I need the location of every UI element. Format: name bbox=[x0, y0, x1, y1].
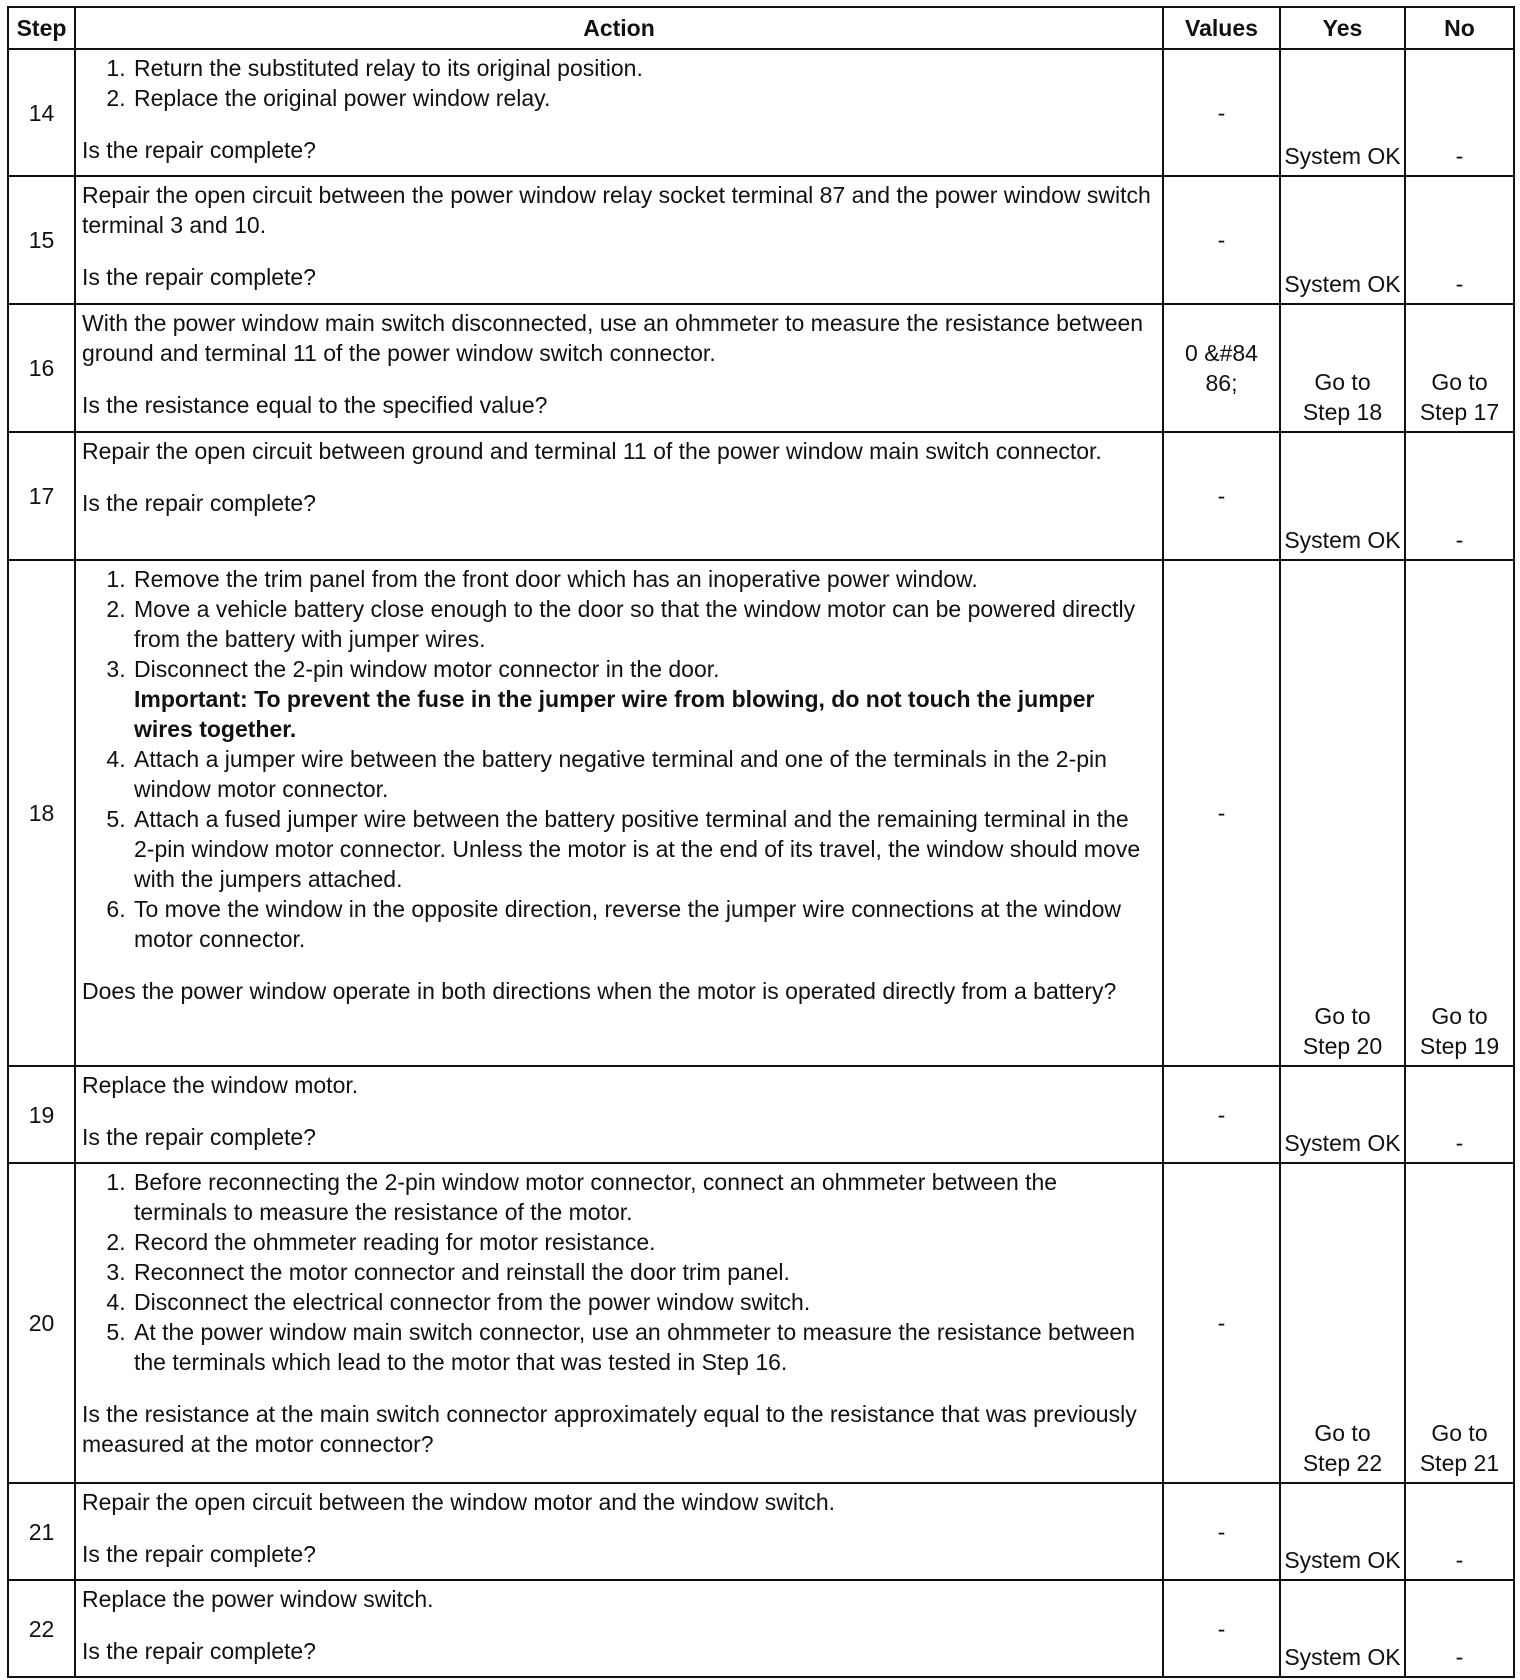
list-item bbox=[132, 654, 1154, 744]
step-number: 20 bbox=[8, 1163, 75, 1483]
action-cell bbox=[75, 560, 1163, 1066]
list-item: 5. At the power window main switch connector, use an ohmmeter to measure the resistance between the terminals which lead to the motor that was tested in Step 16. bbox=[132, 1317, 1154, 1377]
list-item: 1. Return the substituted relay to its original position. bbox=[132, 53, 1154, 83]
yes-cell: Go to Step 18 bbox=[1280, 304, 1405, 432]
action-cell bbox=[75, 1163, 1163, 1483]
values-cell: - bbox=[1163, 49, 1280, 176]
values-cell: - bbox=[1163, 1066, 1280, 1163]
important-note: Important: To prevent the fuse in the jumper wire from blowing, do not touch the jumper wires together. bbox=[134, 686, 1095, 742]
header-step: Step bbox=[8, 7, 75, 49]
step-number: 22 bbox=[8, 1580, 75, 1677]
values-cell: 0 &#8486; bbox=[1163, 304, 1280, 432]
table-row-step-21 bbox=[8, 1483, 1514, 1580]
values-cell: - bbox=[1163, 1163, 1280, 1483]
table-row-step-15 bbox=[8, 176, 1514, 304]
yes-cell: System OK bbox=[1280, 1066, 1405, 1163]
list-item: 5. Attach a fused jumper wire between the battery positive terminal and the remaining terminal in the 2-pin window motor connector. Unless the motor is at the end of its travel, the window should move with the jumpers attached. bbox=[132, 804, 1154, 894]
action-question: Is the repair complete? bbox=[82, 137, 316, 163]
action-question: Does the power window operate in both directions when the motor is operated directly from a battery? bbox=[82, 978, 1117, 1004]
values-cell: - bbox=[1163, 560, 1280, 1066]
action-description: Repair the open circuit between ground and terminal 11 of the power window main switch connector. bbox=[82, 438, 1102, 464]
action-question: Is the repair complete? bbox=[82, 1638, 316, 1664]
action-cell bbox=[75, 1580, 1163, 1677]
yes-cell: System OK bbox=[1280, 176, 1405, 304]
no-cell: - bbox=[1405, 49, 1514, 176]
table-row-step-19 bbox=[8, 1066, 1514, 1163]
action-cell bbox=[75, 176, 1163, 304]
step-number: 14 bbox=[8, 49, 75, 176]
action-description: Repair the open circuit between the window motor and the window switch. bbox=[82, 1489, 836, 1515]
action-cell bbox=[75, 1483, 1163, 1580]
values-cell: - bbox=[1163, 1483, 1280, 1580]
action-cell bbox=[75, 432, 1163, 560]
list-item: 2. Move a vehicle battery close enough to the door so that the window motor can be powered directly from the battery with jumper wires. bbox=[132, 594, 1154, 654]
action-list bbox=[82, 564, 1154, 954]
action-question: Is the repair complete? bbox=[82, 1124, 316, 1150]
yes-cell: Go to Step 20 bbox=[1280, 560, 1405, 1066]
action-question: Is the repair complete? bbox=[82, 264, 316, 290]
action-question: Is the repair complete? bbox=[82, 490, 316, 516]
table-row-step-18 bbox=[8, 560, 1514, 1066]
table-row-step-14 bbox=[8, 49, 1514, 176]
no-cell: - bbox=[1405, 1483, 1514, 1580]
no-cell: Go to Step 17 bbox=[1405, 304, 1514, 432]
table-row-step-22 bbox=[8, 1580, 1514, 1677]
list-item: 4. Attach a jumper wire between the battery negative terminal and one of the terminals in the 2-pin window motor connector. bbox=[132, 744, 1154, 804]
values-cell: - bbox=[1163, 1580, 1280, 1677]
step-number: 17 bbox=[8, 432, 75, 560]
no-cell: - bbox=[1405, 1580, 1514, 1677]
table-row-step-16 bbox=[8, 304, 1514, 432]
values-cell: - bbox=[1163, 176, 1280, 304]
action-description: Replace the window motor. bbox=[82, 1072, 359, 1098]
list-item-text: Disconnect the 2-pin window motor connector in the door. bbox=[134, 656, 720, 682]
diagnostic-table bbox=[7, 6, 1515, 1678]
no-cell: - bbox=[1405, 432, 1514, 560]
list-item: 2. Record the ohmmeter reading for motor resistance. bbox=[132, 1227, 1154, 1257]
action-cell bbox=[75, 1066, 1163, 1163]
no-cell: Go to Step 19 bbox=[1405, 560, 1514, 1066]
step-number: 18 bbox=[8, 560, 75, 1066]
table-row-step-17 bbox=[8, 432, 1514, 560]
step-number: 15 bbox=[8, 176, 75, 304]
action-list bbox=[82, 1167, 1154, 1377]
yes-cell: System OK bbox=[1280, 49, 1405, 176]
yes-cell: System OK bbox=[1280, 432, 1405, 560]
step-number: 16 bbox=[8, 304, 75, 432]
no-cell: - bbox=[1405, 176, 1514, 304]
step-number: 21 bbox=[8, 1483, 75, 1580]
header-row bbox=[8, 7, 1514, 49]
action-question: Is the resistance equal to the specified value? bbox=[82, 392, 548, 418]
list-item: 3. Reconnect the motor connector and reinstall the door trim panel. bbox=[132, 1257, 1154, 1287]
step-number: 19 bbox=[8, 1066, 75, 1163]
action-description: Replace the power window switch. bbox=[82, 1586, 434, 1612]
header-values: Values bbox=[1163, 7, 1280, 49]
list-item: 1. Before reconnecting the 2-pin window motor connector, connect an ohmmeter between the terminals to measure the resistance of the motor. bbox=[132, 1167, 1154, 1227]
list-item: 4. Disconnect the electrical connector from the power window switch. bbox=[132, 1287, 1154, 1317]
no-cell: Go to Step 21 bbox=[1405, 1163, 1514, 1483]
no-cell: - bbox=[1405, 1066, 1514, 1163]
list-item: 6. To move the window in the opposite direction, reverse the jumper wire connections at the window motor connector. bbox=[132, 894, 1154, 954]
action-cell bbox=[75, 49, 1163, 176]
action-question: Is the resistance at the main switch connector approximately equal to the resistance that was previously measured at the motor connector? bbox=[82, 1401, 1137, 1457]
action-description: Repair the open circuit between the power window relay socket terminal 87 and the power window switch terminal 3 and 10. bbox=[82, 182, 1151, 238]
header-no: No bbox=[1405, 7, 1514, 49]
yes-cell: Go to Step 22 bbox=[1280, 1163, 1405, 1483]
action-cell bbox=[75, 304, 1163, 432]
yes-cell: System OK bbox=[1280, 1483, 1405, 1580]
list-item: 2. Replace the original power window relay. bbox=[132, 83, 1154, 113]
action-list bbox=[82, 53, 1154, 113]
action-question: Is the repair complete? bbox=[82, 1541, 316, 1567]
action-description: With the power window main switch disconnected, use an ohmmeter to measure the resistance between ground and terminal 11 of the power window switch connector. bbox=[82, 310, 1144, 366]
values-cell: - bbox=[1163, 432, 1280, 560]
yes-cell: System OK bbox=[1280, 1580, 1405, 1677]
table-row-step-20 bbox=[8, 1163, 1514, 1483]
header-yes: Yes bbox=[1280, 7, 1405, 49]
list-item: 1. Remove the trim panel from the front door which has an inoperative power window. bbox=[132, 564, 1154, 594]
header-action: Action bbox=[75, 7, 1163, 49]
